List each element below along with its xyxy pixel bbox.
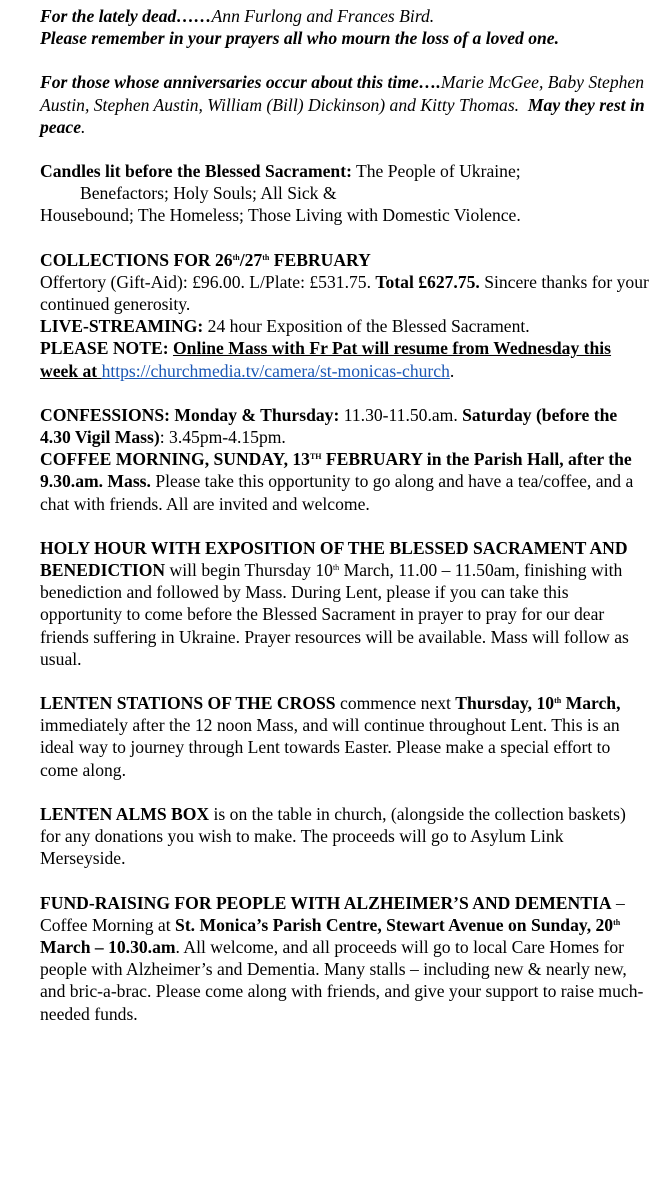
coffee-heading-b: FEBRUARY in the Parish Hall, after the 9.30.am. Mass. [40, 449, 632, 492]
coffee-heading-a: COFFEE MORNING, SUNDAY, 13 [40, 449, 310, 470]
fundraising-text-b: . All welcome, and all proceeds will go to local Care Homes for people with Alzheimer’s and Dementia. Many stalls – including new & nearly new, and bric-a-brac. Please come along with friends, and give your support to raise much-needed funds. [40, 936, 644, 1024]
stations-text-b: immediately after the 12 noon Mass, and will continue throughout Lent. This is an ideal way to journey through Lent towards Easter. Please make a special effort to come along. [40, 715, 620, 780]
candles-line-2: Benefactors; Holy Souls; All Sick & [80, 183, 337, 204]
note-underlined: Online Mass with Fr Pat will resume from Wednesday this week at [40, 338, 612, 381]
confessions-label: CONFESSIONS: Monday & Thursday: [40, 404, 340, 425]
mourn-text: Please remember in your prayers all who mourn the loss of a loved one. [40, 28, 560, 49]
anniversaries-lead: For those whose anniversaries occur about this time…. [40, 72, 441, 93]
anniversaries-names: Marie McGee, Baby Stephen Austin, Stephen Austin, William (Bill) Dickinson) and Kitty Thomas. [40, 72, 645, 115]
collections-thanks: Sincere thanks for your continued generosity. [40, 271, 649, 315]
confessions-saturday-times: : 3.45pm-4.15pm. [159, 427, 286, 448]
collections-paragraph [40, 271, 649, 315]
anniversaries-paragraph: For those whose anniversaries occur about this time….Marie McGee, Baby Stephen Austin, Stephen Austin, William (Bill) Dickinson) and Kitty Thomas. May they rest in peace. [40, 72, 645, 137]
collections-heading [40, 249, 649, 271]
fundraising-heading: FUND-RAISING FOR PEOPLE WITH ALZHEIMER’S AND DEMENTIA [40, 892, 612, 913]
livestream-text: 24 hour Exposition of the Blessed Sacrament. [203, 316, 530, 337]
alms-paragraph [40, 803, 649, 870]
collections-sup-2: th [262, 252, 270, 262]
fundraising-sup: th [613, 917, 621, 927]
collections-offertory: Offertory (Gift-Aid): £96.00. L/Plate: £531.75. [40, 271, 376, 292]
holy-hour-paragraph [40, 537, 649, 670]
stations-bold-a: Thursday, 10 [455, 693, 555, 714]
collections-heading-c: FEBRUARY [269, 249, 371, 270]
holy-hour-text-a: will begin Thursday 10 [165, 560, 333, 581]
rest-in-peace: May they rest in peace [40, 94, 645, 137]
collections-sup-1: th [232, 252, 240, 262]
fundraising-text-a: – Coffee Morning at [40, 892, 625, 935]
fundraising-bold-a: St. Monica’s Parish Centre, Stewart Avenue on Sunday, 20 [175, 914, 614, 935]
livestream-paragraph [40, 315, 649, 337]
stations-heading: LENTEN STATIONS OF THE CROSS [40, 693, 336, 714]
stations-paragraph [40, 692, 649, 781]
confessions-saturday: Saturday (before the 4.30 Vigil Mass) [40, 404, 618, 448]
candles-paragraph [40, 160, 649, 182]
holy-hour-sup: th [332, 563, 340, 573]
collections-heading-a: COLLECTIONS FOR 26 [40, 249, 233, 270]
holy-hour-heading: HOLY HOUR WITH EXPOSITION OF THE BLESSED SACRAMENT AND BENEDICTION [40, 537, 628, 581]
stations-bold-b: March, [561, 693, 621, 714]
confessions-weekday-times: 11.30-11.50.am. [339, 404, 463, 425]
alms-heading: LENTEN ALMS BOX [40, 803, 210, 824]
mourn-paragraph [40, 27, 649, 49]
collections-total: Total £627.75. [375, 271, 480, 292]
stations-text-a: commence next [335, 693, 456, 714]
lately-dead-lead: For the lately dead…… [40, 6, 212, 26]
livestream-label: LIVE-STREAMING: [40, 316, 204, 337]
collections-heading-b: /27 [239, 249, 263, 270]
holy-hour-text-b: March, 11.00 – 11.50am, finishing with benediction and followed by Mass. During Lent, please if you can take this opportunity to come before the Blessed Sacrament in prayer to pray for our dear friends suffering in Ukraine. Prayer resources will be available. Mass will follow as usual. [40, 560, 629, 669]
candles-line-1: The People of Ukraine; [351, 161, 521, 182]
candles-line-3: Housebound; The Homeless; Those Living with Domestic Violence. [40, 205, 521, 226]
lately-dead-paragraph [40, 5, 649, 27]
coffee-sup: TH [309, 452, 322, 462]
note-label: PLEASE NOTE: [40, 338, 173, 359]
coffee-paragraph [40, 448, 649, 515]
coffee-text: Please take this opportunity to go along and have a tea/coffee, and a chat with friends. All are invited and welcome. [40, 471, 634, 514]
candles-heading: Candles lit before the Blessed Sacrament: [40, 161, 352, 182]
stations-sup: th [554, 696, 562, 706]
fundraising-paragraph [40, 892, 649, 1025]
confessions-paragraph [40, 404, 649, 448]
note-paragraph: PLEASE NOTE: Online Mass with Fr Pat will resume from Wednesday this week at https://churchmedia.tv/camera/st-monicas-church. [40, 338, 612, 381]
lately-dead-names: Ann Furlong and Frances Bird. [211, 6, 435, 26]
alms-text: is on the table in church, (alongside the collection baskets) for any donations you wish to make. The proceeds will go to Asylum Link Merseyside. [40, 803, 626, 869]
fundraising-bold-b: March – 10.30.am [40, 936, 176, 957]
livestream-link[interactable]: https://churchmedia.tv/camera/st-monicas-church [101, 360, 450, 381]
